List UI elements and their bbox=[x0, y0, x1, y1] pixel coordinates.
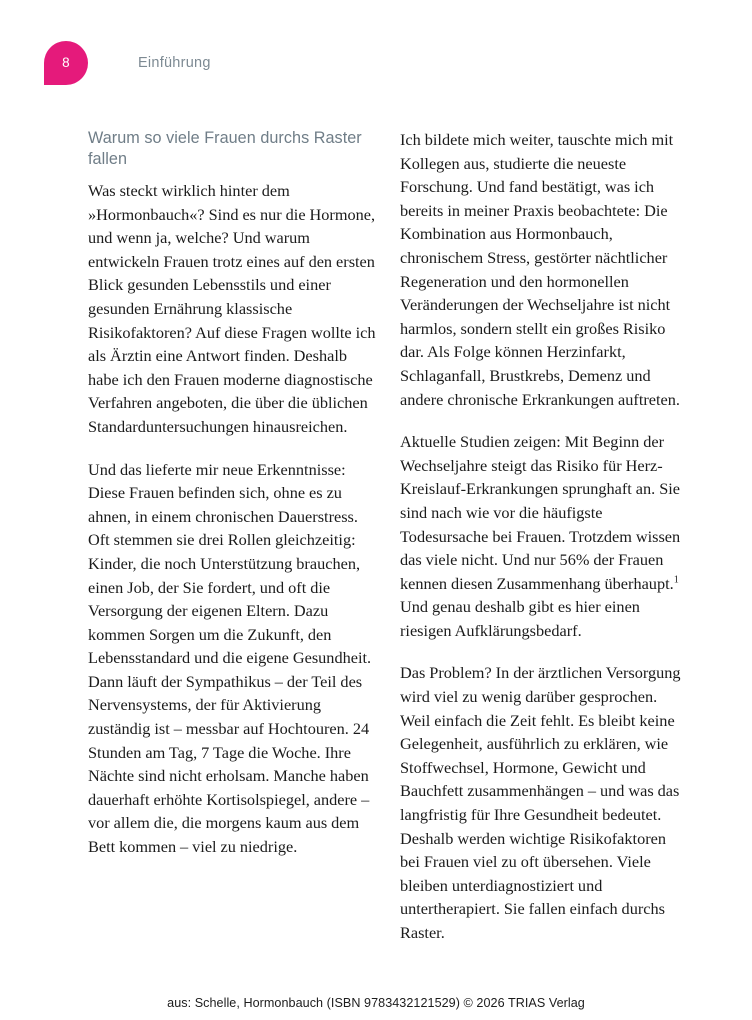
running-head bbox=[44, 41, 211, 85]
column-left bbox=[88, 128, 376, 945]
footnote-marker: 1 bbox=[673, 574, 679, 586]
paragraph: Und das lieferte mir neue Erkenntnisse: Diese Frauen befinden sich, ohne es zu ahnen, in einem chronischen Dauerstress. Oft stemmen sie drei Rollen gleichzeitig: Kinder, die noch Unterstützung brauchen, einen Job, der Sie fordert, und oft die Versorgung der eigenen Eltern. Dazu kommen Sorgen um die Zukunft, den Lebensstandard und die eigene Gesundheit. Dann läuft der Sympathikus – der Teil des Nervensystems, der für Aktivierung zuständig ist – messbar auf Hochtouren. 24 Stunden am Tag, 7 Tage die Woche. Ihre Nächte sind nicht erholsam. Manche haben dauerhaft erhöhte Kortisolspiegel, andere – vor allem die, die morgens kaum aus dem Bett kommen – viel zu niedrige. bbox=[88, 459, 372, 857]
paragraph: Was steckt wirklich hinter dem »Hormonbauch«? Sind es nur die Hormone, und wenn ja, welche? Und warum entwickeln Frauen trotz eines auf den ersten Blick gesunden Lebensstils und einer gesunden Ernährung klassische Risikofaktoren? Auf diese Fragen wollte ich als Ärztin eine Antwort finden. Deshalb habe ich den Frauen moderne diagnostische Verfahren angeboten, die über die üblichen Standarduntersuchungen hinausreichen. bbox=[88, 181, 376, 436]
paragraph: Das Problem? In der ärztlichen Versorgung wird viel zu wenig darüber gesprochen. Weil einfach die Zeit fehlt. Es bleibt keine Gelegenheit, ausführlich zu erklären, wie Stoffwechsel, Hormone, Gewicht und Bauchfett zusammenhängen – und was das langfristig für Ihre Gesundheit bedeutet. Deshalb werden wichtige Risikofaktoren bei Frauen viel zu oft übersehen. Viele bleiben unterdiagnostiziert und untertherapiert. Sie fallen einfach durchs Raster. bbox=[400, 663, 681, 942]
page-number-badge bbox=[44, 41, 88, 85]
footer-credit: aus: Schelle, Hormonbauch (ISBN 9783432121529) © 2026 TRIAS Verlag bbox=[167, 996, 585, 1010]
paragraph: Ich bildete mich weiter, tauschte mich mit Kollegen aus, studierte die neueste Forschung. Und fand bestätigt, was ich bereits in meiner Praxis beobachtete: Die Kombination aus Hormonbauch, chronischem Stress, gestörter nächtlicher Regeneration und den hormonellen Veränderungen der Wechseljahre ist nicht harmlos, sondern stellt ein großes Risiko dar. Als Folge können Herzinfarkt, Schlaganfall, Brustkrebs, Demenz und andere chronische Erkrankungen auftreten. bbox=[400, 130, 680, 409]
body-columns bbox=[88, 128, 681, 945]
section-heading: Warum so viele Frauen durchs Raster fallen bbox=[88, 129, 362, 168]
page-number: 8 bbox=[62, 55, 70, 71]
column-right bbox=[400, 128, 688, 945]
paragraph-text-continued: Und genau deshalb gibt es hier einen riesigen Aufklärungsbedarf. bbox=[400, 597, 640, 640]
paragraph-with-footnote bbox=[400, 430, 688, 642]
running-head-title: Einführung bbox=[138, 55, 211, 71]
paragraph-text: Aktuelle Studien zeigen: Mit Beginn der Wechseljahre steigt das Risiko für Herz-Kreislauf-Erkrankungen sprunghaft an. Sie sind nach wie vor die häufigste Todesursache bei Frauen. Trotzdem wissen das viele nicht. Und nur 56% der Frauen kennen diesen Zusammenhang überhaupt. bbox=[400, 432, 681, 593]
